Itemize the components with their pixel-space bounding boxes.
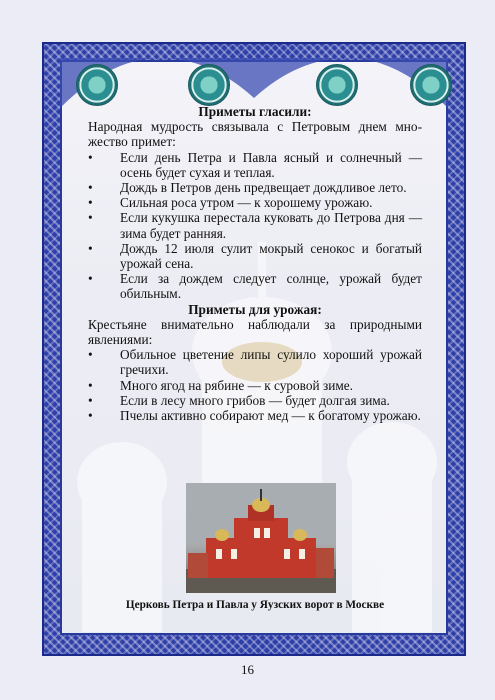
bullet-icon: • (88, 240, 93, 256)
medallion-ornament-right (410, 64, 452, 106)
list-item: • Сильная роса утром — к хорошему урожаю. (88, 195, 373, 211)
article-text (88, 104, 422, 423)
list-item: • Если в лесу много грибов — будет долгая зима. (88, 392, 390, 408)
heading-harvest: Приметы для урожая: (188, 301, 322, 317)
bullet-icon: • (88, 377, 93, 393)
bullet-icon: • (88, 210, 93, 226)
arch-ornament (60, 58, 448, 108)
list-item: • Если день Петра и Павла ясный и солнечный — осень будет сухая и теплая. (88, 149, 422, 180)
list-item: • Если за дождем следует солнце, урожай будет обильным. (88, 271, 422, 302)
church-photo (186, 483, 336, 593)
list-item: • Если кукушка перестала куковать до Петрова дня — зима будет ранняя. (88, 210, 422, 241)
intro-paragraph-harvest: Крестьяне внимательно наблюдали за природными явлениями: (88, 316, 422, 348)
bullet-icon: • (88, 347, 93, 363)
bullet-icon: • (88, 392, 93, 408)
bullet-icon: • (88, 408, 93, 424)
list-item: • Пчелы активно собирают мед — к богатому урожаю. (88, 408, 421, 424)
heading-signs: Приметы гласили: (198, 104, 312, 119)
bullet-icon: • (88, 271, 93, 287)
medallion-ornament-left (76, 64, 118, 106)
bullet-icon: • (88, 180, 93, 196)
signs-list (88, 150, 422, 302)
bullet-icon: • (88, 149, 93, 165)
list-item: • Обильное цветение липы сулило хороший урожай гречихи. (88, 347, 422, 378)
list-item: • Много ягод на рябине — к суровой зиме. (88, 377, 353, 393)
medallion-ornament-center-left (188, 64, 230, 106)
list-item: • Дождь в Петров день предвещает дождливое лето. (88, 180, 407, 196)
list-item: • Дождь 12 июля сулит мокрый сенокос и богатый урожай сена. (88, 240, 422, 272)
photo-caption: Церковь Петра и Павла у Яузских ворот в Москве (125, 599, 385, 611)
medallion-ornament-center-right (316, 64, 358, 106)
page-number: 16 (241, 662, 254, 677)
intro-paragraph: Народная мудрость связывала с Петровым днем множество примет: (88, 119, 422, 150)
church-illustration (186, 483, 336, 593)
harvest-list (88, 347, 422, 423)
bullet-icon: • (88, 195, 93, 211)
